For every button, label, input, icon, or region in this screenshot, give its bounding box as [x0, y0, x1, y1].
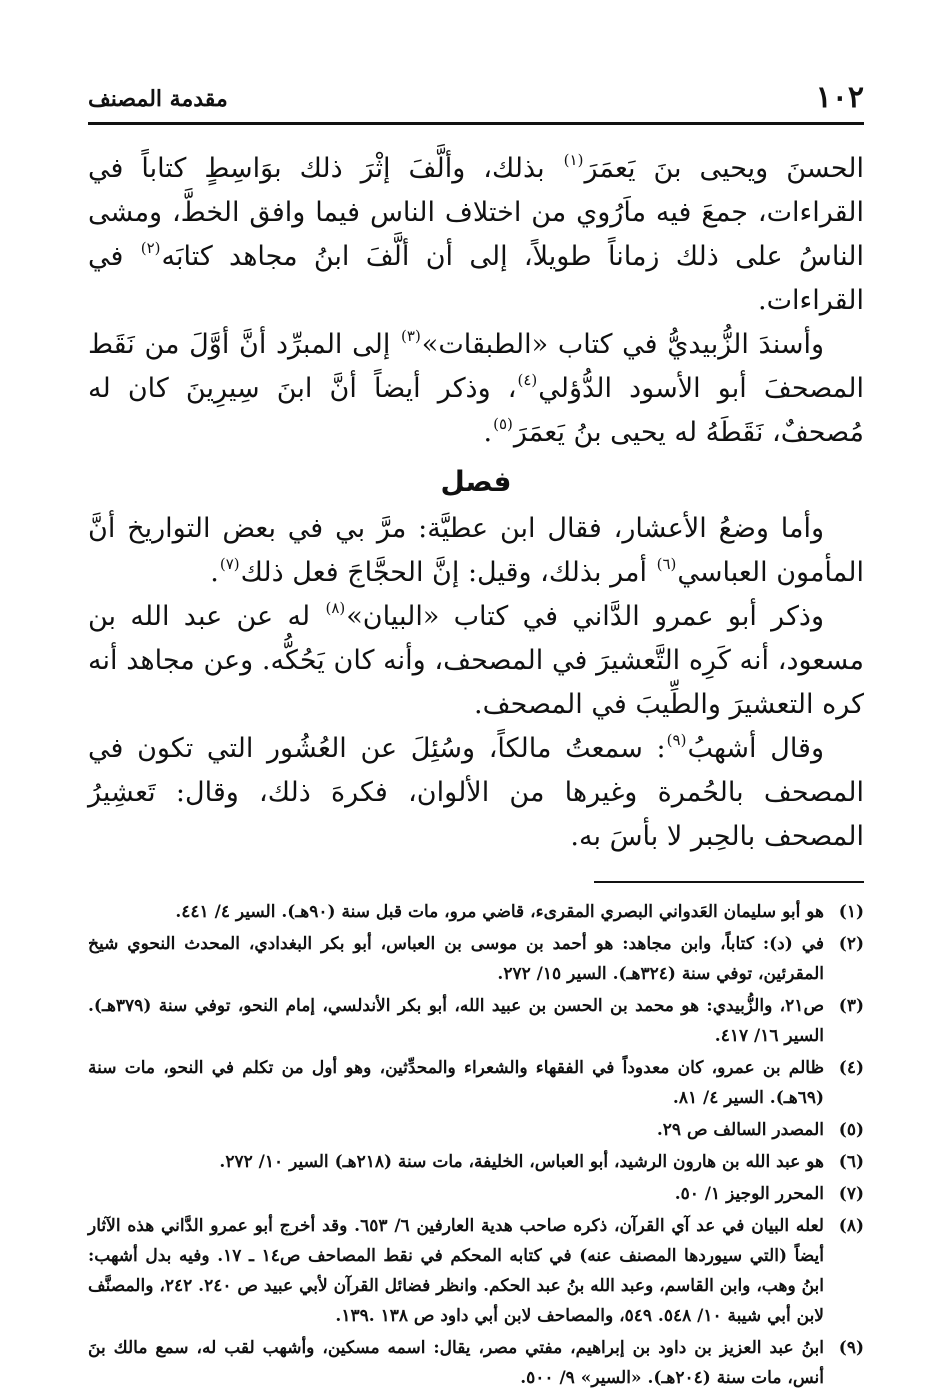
text-run: وقال أشهبُ: [687, 733, 824, 764]
footnote-ref-9: (٩): [666, 731, 687, 749]
footnote-ref-7: (٧): [219, 555, 240, 573]
paragraph-5: [88, 727, 864, 859]
footnote-text: المحرر الوجيز ١/ ٥٠.: [674, 1184, 824, 1204]
footnote-text: ص٢١، والزُّبيدي: هو محمد بن الحسن بن عبيد الله، أبو بكر الأندلسي، إمام النحو، توفي سنة (٣٧٩هـ). السير ١٦/ ٤١٧.: [88, 996, 824, 1046]
paragraph-4: [88, 595, 864, 727]
footnote-number: (٩): [838, 1338, 864, 1358]
footnote-7: [88, 1179, 864, 1209]
footnote-text: ظالم بن عمرو، كان معدوداً في الفقهاء والشعراء والمحدِّثين، وهو أول من تكلم في النحو، مات سنة (٦٩هـ). السير ٤/ ٨١.: [88, 1058, 824, 1108]
page-number: ١٠٢: [815, 80, 864, 115]
footnote-text: هو أبو سليمان العَدواني البصري المقرىء، قاضي مرو، مات قبل سنة (٩٠هـ). السير ٤/ ٤٤١.: [175, 902, 824, 922]
text-run: له عن عبد الله بن مسعود، أنه كَرِه التَّعشيرَ في المصحف، وأنه كان يَحُكُّه. وعن مجاهد أنه كره التعشيرَ والطِّيبَ في المصحف.: [88, 601, 864, 720]
footnote-6: [88, 1147, 864, 1177]
footnote-3: [88, 991, 864, 1051]
footnote-text: ابنُ عبد العزيز بن داود بن إبراهيم، مفتي مصر، يقال: اسمه مسكين، وأشهب لقب له، سمع مالك بنَ أنس، مات سنة (٢٠٤هـ). «السير» ٩/ ٥٠٠.: [88, 1338, 824, 1388]
footnote-text: المصدر السالف ص ٢٩.: [656, 1120, 824, 1140]
footnote-5: [88, 1115, 864, 1145]
header-title: مقدمة المصنف: [88, 86, 228, 112]
footnote-ref-4: (٤): [517, 371, 538, 389]
footnote-text: لعله البيان في عد آي القرآن، ذكره صاحب هدية العارفين ٦/ ٦٥٣. وقد أخرج أبو عمرو الدَّاني هذه الآثار أيضاً (التي سيوردها المصنف عنه) في كتابه المحكم في نقط المصاحف ص١٤ ـ ١٧. وفيه بدل أشهب: ابنُ وهب، وابن القاسم، وعبد الله بنُ عبد الحكم. وانظر فضائل القرآن لأبي عبيد ص ٢٤٠. ٢٤٢، والمصنَّف لابن أبي شيبة ١٠/ ٥٤٨. ٥٤٩، والمصاحف لابن أبي داود ص ١٣٨ .١٣٩.: [88, 1216, 824, 1326]
footnote-2: [88, 929, 864, 989]
footnote-number: (١): [838, 902, 864, 922]
footnote-9: [88, 1333, 864, 1393]
text-run: وأما وضعُ الأعشار، فقال ابن عطيَّة: مرَّ بي في بعض التواريخ أنَّ المأمون العباسي: [88, 513, 864, 588]
footnote-ref-3: (٣): [401, 327, 421, 345]
text-run: في القراءات.: [88, 241, 864, 316]
footnote-ref-2: (٢): [140, 239, 161, 257]
paragraph-3: [88, 507, 864, 595]
text-run: .: [210, 557, 219, 588]
text-run: وذكر أبو عمرو الدَّاني في كتاب «البيان»: [346, 601, 824, 632]
main-text: [88, 147, 864, 859]
book-page: [88, 78, 864, 1388]
text-run: إلى المبرِّد أنَّ أوَّلَ من نَقَط المصحفَ أبو الأسود الدُّؤلي: [88, 329, 864, 404]
section-heading: فصل: [440, 465, 512, 498]
footnote-number: (٧): [838, 1184, 864, 1204]
footnote-number: (٨): [838, 1216, 864, 1236]
text-run: : سمعتُ مالكاً، وسُئِلَ عن العُشُور التي تكون في المصحف بالحُمرة وغيرها من الألوان، فكرهَ ذلك، وقال: تَعشِيرُ المصحف بالحِبر لا بأسَ به.: [88, 733, 864, 852]
paragraph-2: [88, 323, 864, 455]
text-run: .: [483, 417, 493, 448]
footnote-1: [88, 897, 864, 927]
running-header: [88, 78, 864, 125]
footnote-number: (٥): [838, 1120, 864, 1140]
footnotes: [88, 897, 864, 1393]
text-run: الحسنَ ويحيى بنَ يَعمَرَ: [584, 153, 864, 184]
footnote-number: (٦): [838, 1152, 864, 1172]
footnote-8: [88, 1211, 864, 1331]
text-run: أمر بذلك، وقيل: إنَّ الحجَّاجَ فعل ذلك: [240, 557, 656, 588]
footnote-4: [88, 1053, 864, 1113]
text-run: وأسندَ الزُّبيديُّ في كتاب «الطبقات»: [421, 329, 825, 360]
text-run: ، وذكر أيضاً أنَّ ابنَ سِيرِينَ كان له مُصحفٌ، نَقَطَهُ له يحيى بنُ يَعمَرَ: [88, 373, 864, 448]
footnote-divider: [594, 881, 864, 883]
footnote-ref-1: (١): [563, 151, 584, 169]
text-run: بذلك، وألَّفَ إثْرَ ذلك بوَاسِطٍ كتاباً في القراءات، جمعَ فيه ماَرُوي من اختلاف الناس فيما وافق الخطَّ، ومشى الناسُ على ذلك زماناً طويلاً، إلى أن ألَّفَ ابنُ مجاهد كتابَه: [88, 153, 864, 272]
paragraph-1: [88, 147, 864, 323]
footnote-number: (٢): [838, 934, 864, 954]
footnote-text: في (د): كتاباً، وابن مجاهد: هو أحمد بن موسى بن العباس، أبو بكر البغدادي، المحدث النحوي شيخ المقرئين، توفي سنة (٣٢٤هـ). السير ١٥/ ٢٧٢.: [88, 934, 824, 984]
footnote-ref-5: (٥): [493, 415, 513, 433]
footnote-ref-8: (٨): [325, 599, 346, 617]
footnote-number: (٤): [838, 1058, 864, 1078]
footnote-ref-6: (٦): [656, 555, 677, 573]
footnote-text: هو عبد الله بن هارون الرشيد، أبو العباس، الخليفة، مات سنة (٢١٨هـ) السير ١٠/ ٢٧٢.: [219, 1152, 824, 1172]
footnote-number: (٣): [838, 996, 864, 1016]
